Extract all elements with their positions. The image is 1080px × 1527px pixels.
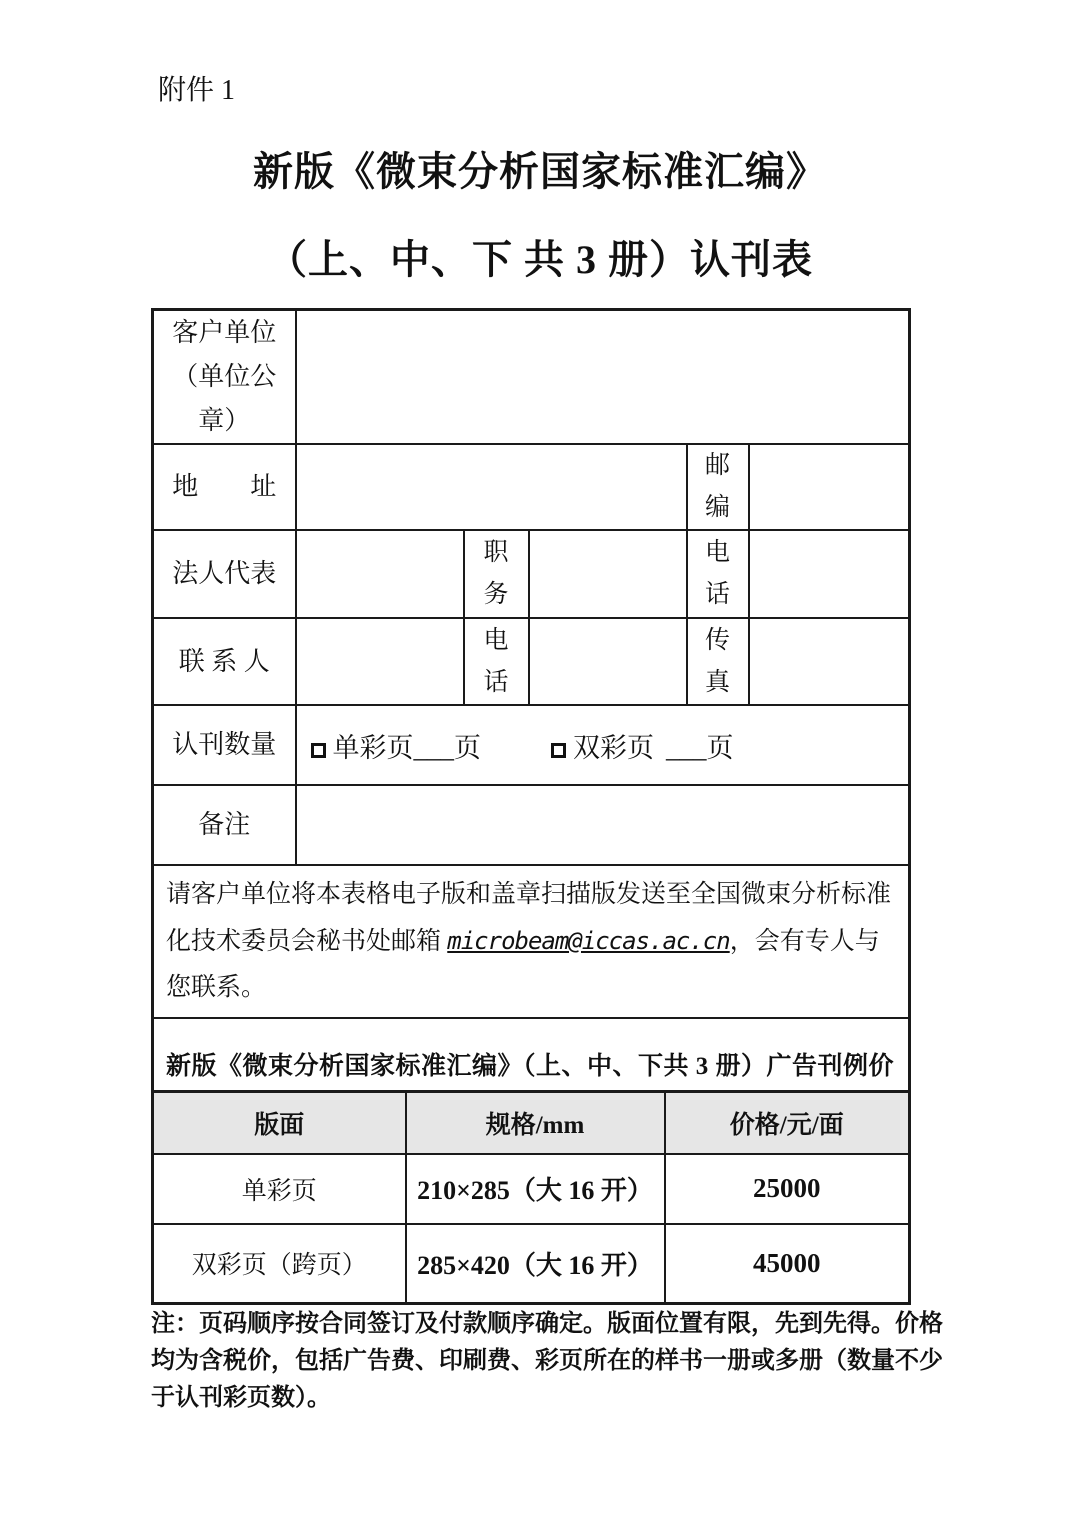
page-title-line2: （上、中、下 共 3 册）认刊表 [267, 237, 813, 282]
contact-phone-label [464, 618, 529, 705]
client-unit-label [153, 310, 296, 445]
price-spec-value: 285×420（大 16 开） [406, 1224, 665, 1304]
legal-rep-phone-input-cell[interactable] [749, 530, 910, 618]
single-color-page-unit: 页 [454, 732, 481, 763]
double-color-page-unit: 页 [706, 732, 734, 763]
row-contact-person [153, 618, 910, 705]
row-remarks [153, 785, 910, 865]
price-amount-value: 45000 [665, 1224, 910, 1304]
legal-rep-phone-label [687, 530, 749, 618]
contact-phone-label-line: 话 [483, 668, 509, 696]
contact-input-cell[interactable] [296, 618, 464, 705]
price-table-header-row [153, 1092, 910, 1154]
legal-rep-phone-label-line: 电 [704, 539, 730, 566]
submission-note-text-before: 请客户单位将本表格电子版和盖章扫描版发送至全国微束分析标准化技术委员会秘书处邮箱 [166, 881, 892, 955]
contact-phone-label-line: 电 [483, 626, 509, 654]
page-title-line1: 新版《微束分析国家标准汇编》 [253, 149, 827, 194]
row-client-unit [153, 310, 910, 445]
duty-label-line: 职 [483, 539, 509, 566]
duty-input-cell[interactable] [529, 530, 687, 618]
fax-input-cell[interactable] [749, 618, 910, 705]
remarks-label: 备注 [153, 785, 296, 865]
price-list-title: 新版《微束分析国家标准汇编》（上、中、下共 3 册）广告刊例价 [153, 1018, 910, 1110]
row-legal-representative [153, 530, 910, 618]
submission-note-text-after: ，会有专人与您联系。 [166, 928, 880, 1001]
pricing-footnote: 注：页码顺序按合同签订及付款顺序确定。版面位置有限，先到先得。价格均为含税价，包括广告费、印刷费、彩页所在的样书一册或多册（数量不少于认刊彩页数）。 [151, 1311, 943, 1411]
client-unit-input-cell[interactable] [296, 310, 910, 445]
price-header-layout: 版面 [153, 1092, 406, 1154]
client-unit-label-line: 章） [198, 406, 251, 435]
row-submission-note [153, 865, 910, 1018]
postcode-input-cell[interactable] [749, 444, 910, 530]
address-label: 地 址 [153, 444, 296, 530]
single-color-page-label: 单彩页 [332, 732, 414, 763]
duty-label-line: 务 [483, 581, 509, 608]
client-unit-label-line: 客户单位 [172, 318, 277, 347]
legal-rep-input-cell[interactable] [296, 530, 464, 618]
legal-rep-phone-label-line: 话 [704, 581, 730, 608]
price-header-price: 价格/元/面 [665, 1092, 910, 1154]
price-layout-value: 双彩页（跨页） [153, 1224, 406, 1304]
contact-label: 联 系 人 [153, 618, 296, 705]
address-input-cell[interactable] [296, 444, 687, 530]
double-color-page-blank[interactable]: ___ [666, 732, 707, 763]
price-row-double-page [153, 1224, 910, 1304]
price-row-single-page [153, 1154, 910, 1224]
single-color-page-blank[interactable]: ___ [413, 732, 454, 763]
fax-label-line: 真 [704, 668, 730, 696]
quantity-label: 认刊数量 [153, 705, 296, 785]
contact-phone-input-cell[interactable] [529, 618, 687, 705]
legal-rep-label: 法人代表 [153, 530, 296, 618]
price-amount-value: 25000 [665, 1154, 910, 1224]
price-spec-value: 210×285（大 16 开） [406, 1154, 665, 1224]
checkbox-single-color-page-icon[interactable] [311, 743, 326, 758]
price-header-spec: 规格/mm [406, 1092, 665, 1154]
attachment-label: 附件 1 [158, 75, 236, 106]
client-unit-label-line: （单位公 [172, 362, 277, 391]
checkbox-double-color-page-icon[interactable] [551, 743, 566, 758]
duty-label [464, 530, 529, 618]
row-address [153, 444, 910, 530]
fax-label-line: 传 [704, 626, 730, 654]
remarks-input-cell[interactable] [296, 785, 910, 865]
submission-note [153, 865, 910, 1018]
application-form-table [151, 308, 911, 1112]
row-order-quantity [153, 705, 910, 785]
price-list-table [151, 1090, 911, 1305]
postcode-label-line: 邮 [704, 452, 730, 479]
double-color-page-label: 双彩页 [573, 732, 654, 763]
fax-label [687, 618, 749, 705]
price-layout-value: 单彩页 [153, 1154, 406, 1224]
postcode-label-line: 编 [704, 494, 730, 521]
quantity-options-cell [296, 705, 910, 785]
postcode-label [687, 444, 749, 530]
email-link[interactable]: microbeam@iccas.ac.cn [447, 927, 730, 955]
